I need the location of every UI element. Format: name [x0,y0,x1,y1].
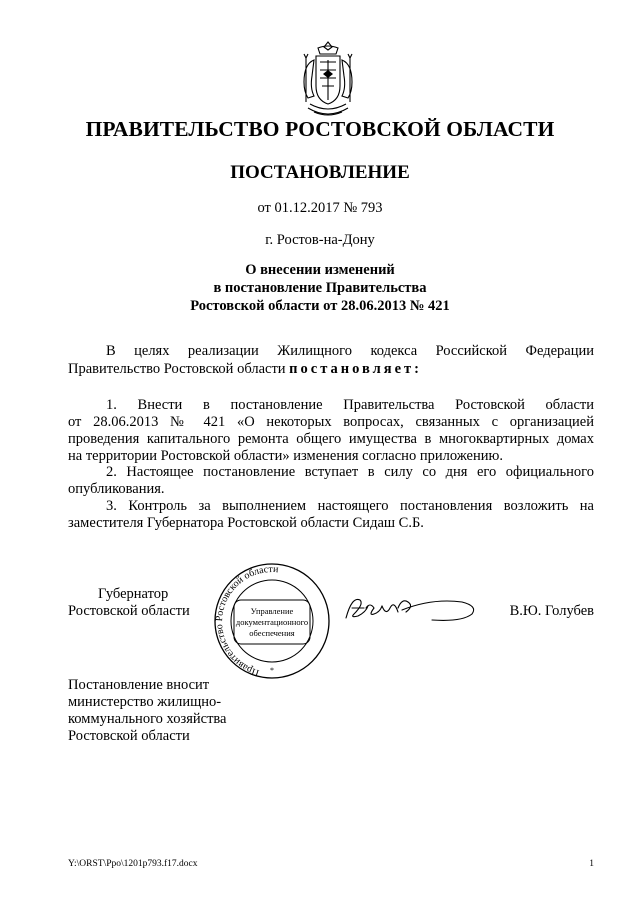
handwritten-signature-icon [342,588,482,628]
item-1-line: от 28.06.2013 № 421 «О некоторых вопросах, связанных с организацией [68,414,594,430]
subject-line: в постановление Правительства [213,280,427,296]
file-path: Y:\ORST\Ppo\1201p793.f17.docx [68,859,198,869]
subject-line: Ростовской области от 28.06.2013 № 421 [190,298,450,314]
item-2-line: опубликования. [68,481,165,497]
seal-ring-text: Правительство Ростовской области [213,563,279,679]
preamble-line [68,361,594,379]
rostov-oblast-coat-of-arms-icon [296,38,360,124]
submitted-by-line: Постановление вносит [68,677,210,693]
submitted-by-line: Ростовской области [68,728,190,744]
page-number: 1 [589,859,594,869]
resolves-word: постановляет: [289,361,423,377]
preamble-line: В целях реализации Жилищного кодекса Российской Федерации [106,343,594,359]
seal-inner-line: обеспечения [249,628,295,638]
signer-name: В.Ю. Голубев [509,603,594,619]
round-seal-icon [207,562,337,680]
subject-line: О внесении изменений [245,262,395,278]
submitted-by-line: коммунального хозяйства [68,711,227,727]
item-3-line: 3. Контроль за выполнением настоящего постановления возложить на [106,498,594,514]
government-name: ПРАВИТЕЛЬСТВО РОСТОВСКОЙ ОБЛАСТИ [85,117,555,141]
item-2-line: 2. Настоящее постановление вступает в силу со дня его официального [106,464,594,480]
submitted-by-line: министерство жилищно- [68,694,222,710]
item-1-line: 1. Внести в постановление Правительства Ростовской области [106,397,594,413]
item-1-line: проведения капитального ремонта общего имущества в многоквартирных домах [68,431,594,447]
seal-star-icon: * [270,666,274,675]
signer-title-region: Ростовской области [68,603,190,619]
item-1-line: на территории Ростовской области» изменения согласно приложению. [68,448,503,464]
seal-inner-line: Управление [250,606,294,616]
preamble-text: Правительство Ростовской области [68,361,290,377]
seal-inner-line: документационного [235,617,309,627]
document-type: ПОСТАНОВЛЕНИЕ [230,162,410,183]
document-date-number: от 01.12.2017 № 793 [257,200,383,216]
item-3-line: заместителя Губернатора Ростовской области Сидаш С.Б. [68,515,424,531]
document-city: г. Ростов-на-Дону [265,232,375,248]
signer-title: Губернатор [98,586,169,602]
